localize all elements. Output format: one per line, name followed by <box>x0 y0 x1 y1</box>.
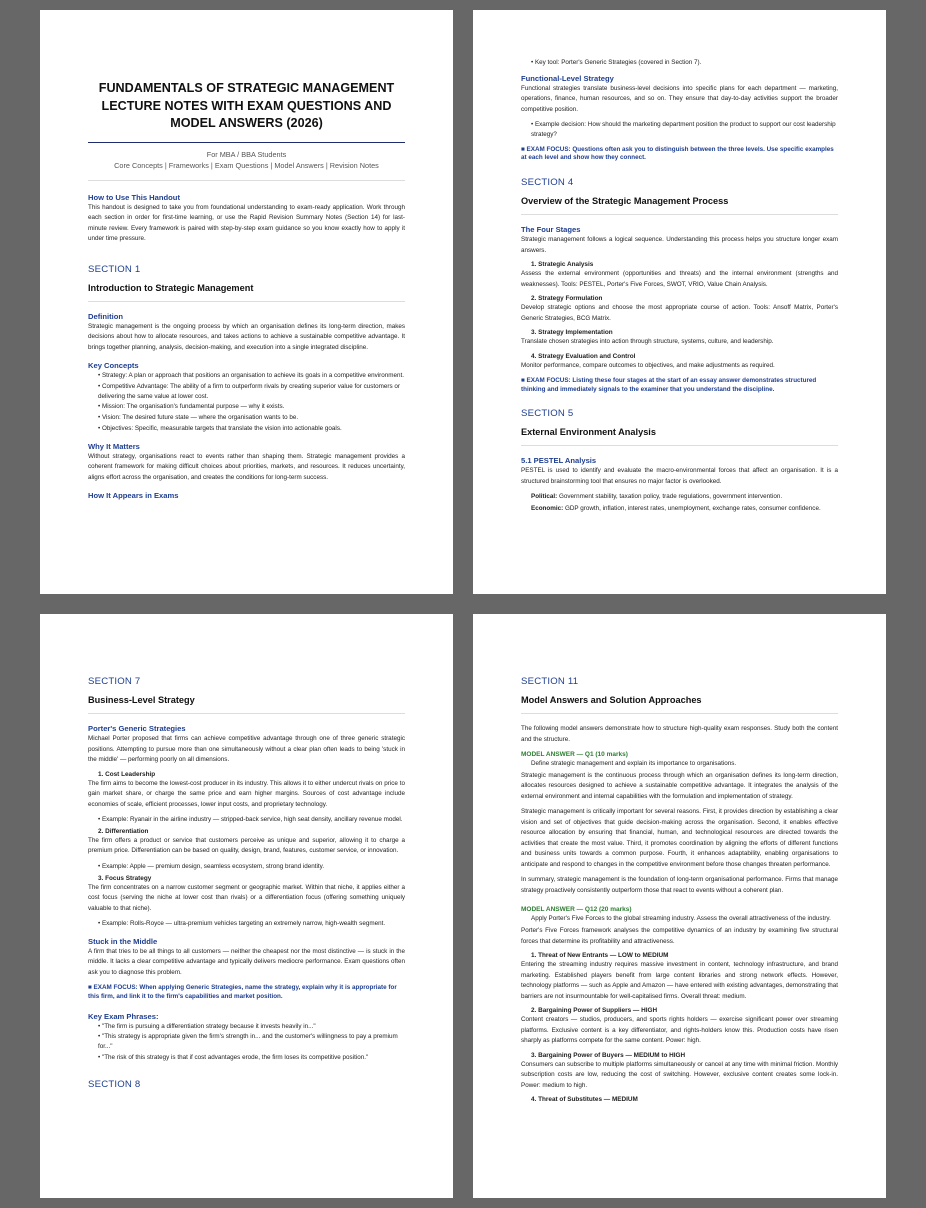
force-title: 2. Bargaining Power of Suppliers — HIGH <box>531 1007 658 1015</box>
how-to-use-heading: How to Use This Handout <box>88 192 180 202</box>
functional-heading: Functional-Level Strategy <box>521 73 614 83</box>
pestel-political <box>531 492 838 502</box>
title-line: MODEL ANSWERS (2026) <box>170 116 323 130</box>
section-title: Model Answers and Solution Approaches <box>521 695 702 705</box>
section-divider <box>521 214 838 215</box>
strategy-title: 1. Cost Leadership <box>98 770 156 778</box>
page-1 <box>40 10 453 594</box>
list-item: • Strategy: A plan or approach that positions an organisation to achieve its goals in a competitive environment. <box>98 372 405 379</box>
section-label: SECTION 4 <box>521 177 574 189</box>
section-label: SECTION 1 <box>88 263 141 275</box>
title-divider <box>88 142 405 143</box>
stage-title: 4. Strategy Evaluation and Control <box>531 352 636 360</box>
list-item: • "The risk of this strategy is that if cost advantages erode, the firm loses its competitive position." <box>98 1053 369 1061</box>
page-4 <box>473 614 886 1198</box>
phrases-heading: Key Exam Phrases: <box>88 1011 159 1021</box>
intro-text: The following model answers demonstrate how to structure high-quality exam responses. Study both the content and the structure. <box>521 725 838 743</box>
question-text: Define strategic management and explain its importance to organisations. <box>531 760 737 767</box>
exam-focus-callout: ■ EXAM FOCUS: Questions often ask you to distinguish between the three levels. Use specific examples at each level and show how they connect. <box>521 145 834 162</box>
page-2 <box>473 10 886 594</box>
strategy-text: The firm concentrates on a narrow customer segment or geographic market. Within that niche, it applies either a cost focus (serving the niche at lower cost than rivals) or a differentiation focus (offering something uniquely valuable to that niche). <box>88 883 405 912</box>
answer-paragraph: Strategic management is critically important for several reasons. First, it provides direction by establishing a clear vision and set of objectives that guide decision-making across the organisation. Second, it enables effective resource allocation by ensuring that financial, human, and technological resources are directed towards the activities that create the most value. Third, it promotes coordination by aligning the efforts of different functions and business units towards a common purpose. Fourth, it enhances adaptability, enabling organisations to anticipate and respond to changes in the competitive environment before those changes threaten performance. <box>521 808 838 868</box>
four-stages-text: Strategic management follows a logical sequence. Understanding this process helps you structure longer exam answers. <box>521 236 838 254</box>
model-answer-heading: MODEL ANSWER — Q1 (10 marks) <box>521 751 628 758</box>
porter-text: Michael Porter proposed that firms can achieve competitive advantage through one of three generic strategic positions. Attempting to pursue more than one simultaneously without a clear plan often leads to being 'stuck in the middle' — performing poorly on all dimensions. <box>88 735 405 763</box>
section-divider <box>521 713 838 714</box>
political-label: Political: <box>531 493 558 501</box>
economic-text: GDP growth, inflation, interest rates, unemployment, exchange rates, consumer confidence. <box>563 505 821 513</box>
stage-text: Develop strategic options and choose the most appropriate course of action. Tools: Ansoff Matrix, Porter's Generic Strategies, BCG Matrix. <box>521 304 838 322</box>
economic-label: Economic: <box>531 505 564 513</box>
key-concepts-list <box>88 371 405 434</box>
section-label: SECTION 8 <box>88 1078 141 1090</box>
list-item: • Example decision: How should the marketing department position the product to support our cost leadership strategy? <box>531 121 836 139</box>
key-concepts-heading: Key Concepts <box>88 361 139 370</box>
force-text: Content creators — studios, producers, and sports rights holders — exercise significant power over streaming platforms. Exclusive content is a key differentiator, and rights-holders know this. Production costs have risen sharply as platforms compete for the same content. Power: high. <box>521 1016 838 1045</box>
pestel-economic <box>531 504 838 514</box>
pestel-text: PESTEL is used to identify and evaluate the macro-environmental forces that affect an organisation. It is a structured brainstorming tool that ensures no major factor is overlooked. <box>521 467 838 485</box>
list-item: • Objectives: Specific, measurable targets that translate the vision into actionable goals. <box>98 424 342 432</box>
section-divider <box>88 713 405 714</box>
four-stages-heading: The Four Stages <box>521 225 581 235</box>
list-item: • Mission: The organisation's fundamental purpose — why it exists. <box>98 403 285 411</box>
definition-text: Strategic management is the ongoing process by which an organisation defines its long-term direction, makes decisions about how to allocate resources, and takes actions to achieve a sustainable competitive advantage. It brings together planning, analysis, decision-making, and execution into a single integrated discipline. <box>88 322 405 351</box>
stage-title: 1. Strategic Analysis <box>531 261 594 269</box>
question-text: Apply Porter's Five Forces to the global streaming industry. Assess the overall attractiveness of the industry. <box>531 915 831 923</box>
list-item: • Example: Ryanair in the airline industry — stripped-back service, high seat density, ancillary revenue model. <box>98 816 403 823</box>
divider <box>88 180 405 181</box>
stage-text: Translate chosen strategies into action through structure, systems, culture, and leadership. <box>521 338 774 346</box>
strategy-text: The firm aims to become the lowest-cost producer in its industry. This allows it to either undercut rivals on price to gain market share, or charge the same price and earn higher margins. Sources of cost advantage include economies of scale, efficient processes, lower input costs, and proprietary technology. <box>88 779 405 808</box>
answer-paragraph: In summary, strategic management is the foundation of long-term organisational performance. Firms that manage strategy proactively consistently outperform those that react to events without a coherent plan. <box>521 876 838 894</box>
answer-paragraph: Strategic management is the continuous process through which an organisation defines its long-term direction, allocates resources designed to achieve a sustainable competitive advantage. It integrates the analysis of the external environment and internal capabilities with the formulation and implementation of strategy. <box>521 771 838 800</box>
section-title: Overview of the Strategic Management Process <box>521 196 729 207</box>
section-label: SECTION 7 <box>88 676 141 687</box>
list-item: • Key tool: Porter's Generic Strategies (covered in Section 7). <box>531 59 702 66</box>
section-title: Introduction to Strategic Management <box>88 282 254 293</box>
section-divider <box>521 445 838 446</box>
document-title <box>88 80 405 133</box>
page-3 <box>40 614 453 1198</box>
exam-focus-callout: ■ EXAM FOCUS: When applying Generic Strategies, name the strategy, explain why it is appropriate for this firm, and link it to the firm's capabilities and market position. <box>88 984 397 1000</box>
section-divider <box>88 301 405 302</box>
list-item: • "This strategy is appropriate given the firm's strength in... and the customer's willingness to pay a premium for..." <box>98 1033 398 1051</box>
pestel-heading: 5.1 PESTEL Analysis <box>521 456 597 466</box>
stuck-text: A firm that tries to be all things to all customers — neither the cheapest nor the most distinctive — is stuck in the middle. It lacks a clear competitive advantage and typically delivers mediocre performance. Exam questions often ask you to diagnose this problem. <box>88 947 405 976</box>
stage-text: Monitor performance, compare outcomes to objectives, and make adjustments as required. <box>521 361 775 369</box>
strategy-title: 3. Focus Strategy <box>98 874 152 882</box>
why-text: Without strategy, organisations react to events rather than shaping them. Strategic management provides a coherent framework for making difficult choices about priorities, markets, and resources. It reduces uncertainty, aligns effort across the organisation, and creates the conditions for long-term success. <box>88 452 405 481</box>
force-text: Entering the streaming industry requires massive investment in content, technology infrastructure, and brand marketing. Established players benefit from large content libraries and strong network effects. However, technology platforms — such as Apple and Amazon — have entered with existing advantages, demonstrating that barriers are not insurmountable for well-capitalised firms. Overall threat: medium. <box>521 961 838 1000</box>
strategy-text: The firm offers a product or service that customers perceive as unique and superior, allowing it to charge a premium price. Differentiation can be based on quality, design, brand, features, customer service, or innovation. <box>88 836 405 855</box>
stage-text: Assess the external environment (opportunities and threats) and the internal environment (strengths and weaknesses). Tools: PESTEL, Porter's Five Forces, SWOT, VRIO, Value Chain Analysis. <box>521 270 838 288</box>
list-item: • Competitive Advantage: The ability of a firm to outperform rivals by creating superior value for customers or delivering the same value at lower cost. <box>98 382 401 400</box>
list-item: • Example: Rolls-Royce — ultra-premium vehicles targeting an extremely narrow, high-wealth segment. <box>98 920 386 928</box>
phrases-list <box>88 1022 405 1063</box>
stage-title: 2. Strategy Formulation <box>531 295 603 303</box>
section-title: External Environment Analysis <box>521 427 656 438</box>
model-answer-heading: MODEL ANSWER — Q12 (20 marks) <box>521 906 632 914</box>
list-item: • "The firm is pursuing a differentiation strategy because it invests heavily in..." <box>98 1022 316 1030</box>
section-label: SECTION 11 <box>521 676 579 687</box>
section-label: SECTION 5 <box>521 408 574 420</box>
definition-heading: Definition <box>88 311 124 321</box>
answer-paragraph: Porter's Five Forces framework analyses the competitive dynamics of an industry by examining five structural forces that determine its profitability and attractiveness. <box>521 927 838 945</box>
section-title: Business-Level Strategy <box>88 695 195 705</box>
force-title: 4. Threat of Substitutes — MEDIUM <box>531 1096 638 1104</box>
why-heading: Why It Matters <box>88 441 140 451</box>
list-item: • Example: Apple — premium design, seamless ecosystem, strong brand identity. <box>98 862 325 870</box>
exam-focus-callout: ■ EXAM FOCUS: Listing these four stages at the start of an essay answer demonstrates structured thinking and immediately signals to the examiner that you understand the discipline. <box>521 377 817 393</box>
force-text: Consumers can subscribe to multiple platforms simultaneously or cancel at any time with minimal friction. Monthly subscription costs are low, reducing the cost of switching. However, exclusive content creates some lock-in. Power: medium to high. <box>521 1060 838 1089</box>
how-to-use-text: This handout is designed to take you from foundational understanding to exam-ready application. Work through each section in order for first-time learning, or use the Rapid Revision Summary Notes (Section 14) for last-minute review. Every framework is paired with step-by-step exam guidance so you know exactly how to apply it under time pressure. <box>88 203 405 242</box>
title-line: LECTURE NOTES WITH EXAM QUESTIONS AND <box>101 98 392 113</box>
strategy-title: 2. Differentiation <box>98 827 149 835</box>
subtitle-contents: Core Concepts | Frameworks | Exam Questions | Model Answers | Revision Notes <box>114 160 379 170</box>
stage-title: 3. Strategy Implementation <box>531 329 613 337</box>
political-text: Government stability, taxation policy, trade regulations, government intervention. <box>557 493 783 501</box>
exams-heading: How It Appears in Exams <box>88 491 179 501</box>
functional-text: Functional strategies translate business-level decisions into specific plans for each department — marketing, operations, finance, human resources, and so on. They ensure that day-to-day activities support the broader competitive position. <box>521 84 838 113</box>
title-line: FUNDAMENTALS OF STRATEGIC MANAGEMENT <box>98 81 395 95</box>
subtitle-audience: For MBA / BBA Students <box>206 149 287 159</box>
force-title: 1. Threat of New Entrants — LOW to MEDIUM <box>531 952 669 960</box>
list-item: • Vision: The desired future state — where the organisation wants to be. <box>98 414 299 422</box>
porter-heading: Porter's Generic Strategies <box>88 724 186 733</box>
force-title: 3. Bargaining Power of Buyers — MEDIUM to HIGH <box>531 1051 686 1059</box>
stuck-heading: Stuck in the Middle <box>88 936 158 946</box>
